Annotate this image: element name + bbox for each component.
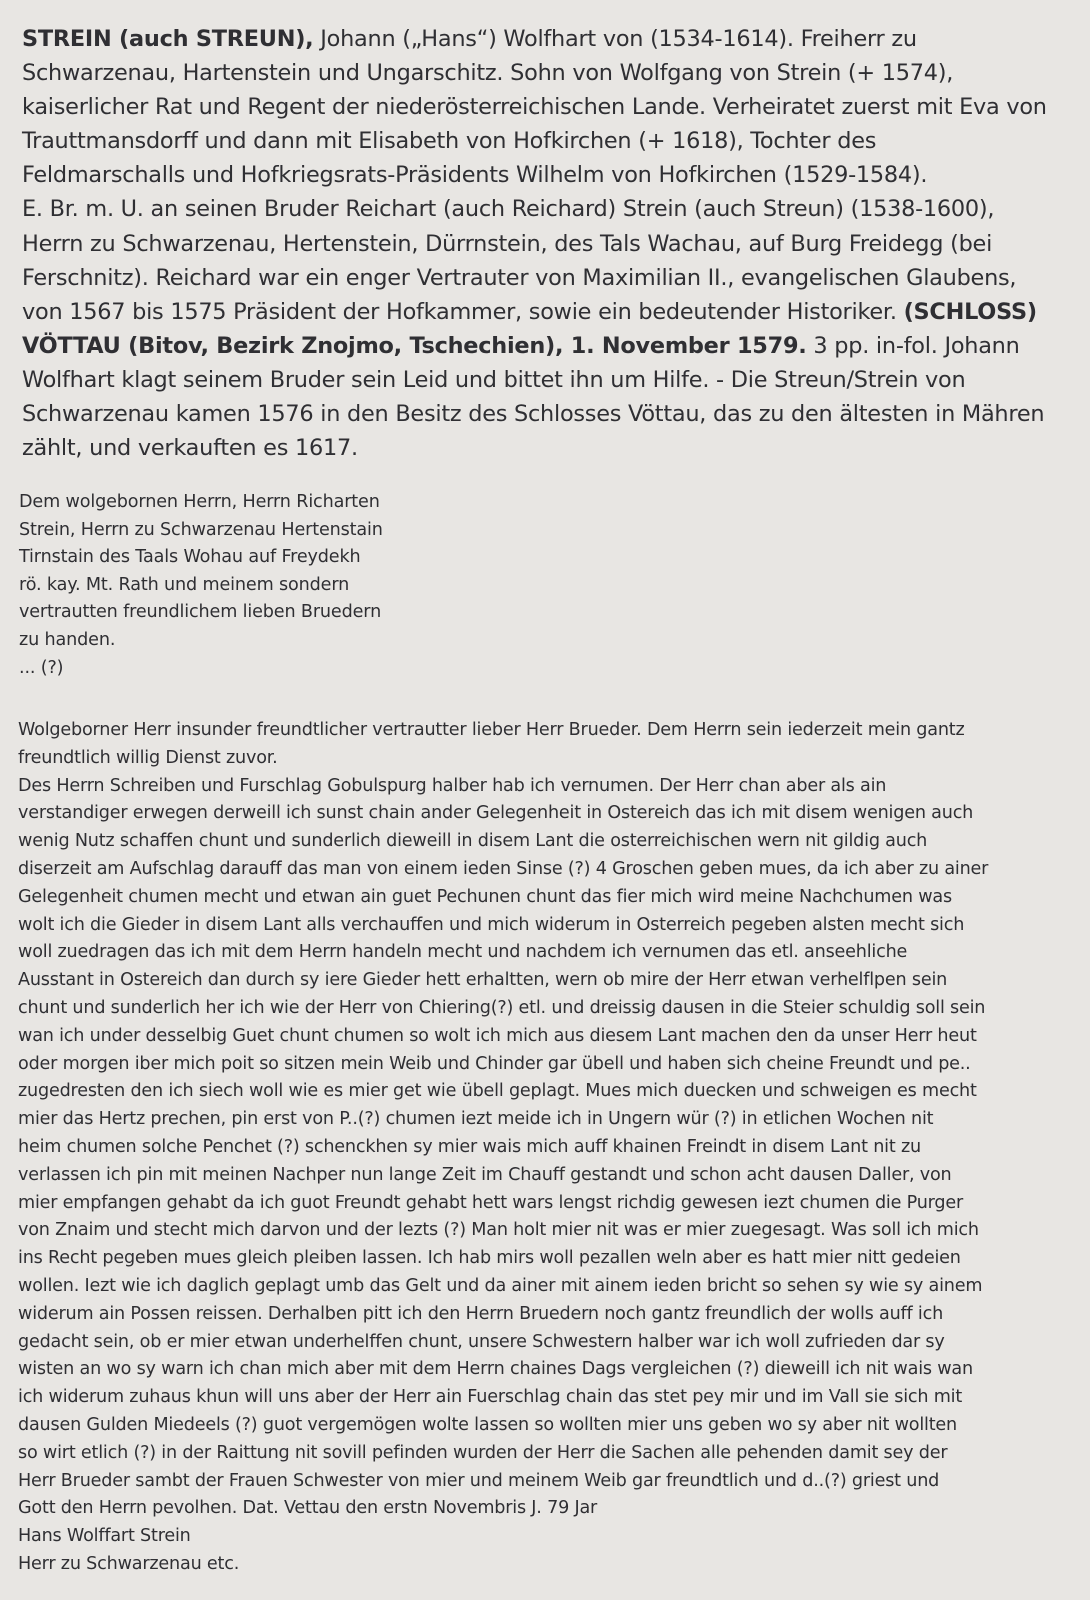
letter-line: widerum ain Possen reissen. Derhalben pitt ich den Herrn Bruedern noch gantz freundlich der wolls auff ich [18,1303,944,1324]
letter-line: woll zuedragen das ich mit dem Herrn handeln mecht und nachdem ich vernumen das etl. anseehliche [18,942,908,963]
intro-line: Schwarzenau, Hartenstein und Ungarschitz. Sohn von Wolfgang von Strein (+ 1574), [22,60,954,87]
letter-transcription [18,717,1078,1579]
place-date-heading: VÖTTAU (Bitov, Bezirk Znojmo, Tschechien), 1. November 1579. [22,332,807,359]
letter-line: Des Herrn Schreiben und Furschlag Gobulspurg halber hab ich vernumen. Der Herr chan aber als ain [18,775,887,796]
intro-line: Wolfhart klagt seinem Bruder sein Leid und bittet ihn um Hilfe. - Die Streun/Strein von [22,366,966,393]
letter-line: diserzeit am Aufschlag darauff das man von einem ieden Sinse (?) 4 Groschen geben mues, da ich aber zu ainer [18,858,989,879]
intro-text: 3 pp. in-fol. Johann [806,332,1020,359]
letter-line: Gott den Herrn pevolhen. Dat. Vettau den erstn Novembris J. 79 Jar [18,1498,598,1519]
letter-line: dausen Gulden Miedeels (?) guot vergemögen wolte lassen so wollten mier uns geben wo sy aber nit wollten [18,1414,957,1435]
letter-line: ich widerum zuhaus khun will uns aber der Herr ain Fuerschlag chain das stet pey mir und im Vall sie sich mit [18,1387,963,1408]
letter-line: wenig Nutz schaffen chunt und sunderlich dieweill in disem Lant die osterreichischen wern nit gildig auch [18,831,928,852]
intro-heading: STREIN (auch STREUN), [22,26,314,52]
place-heading: (SCHLOSS) [903,298,1037,325]
letter-line: wolt ich die Gieder in disem Lant alls verchauffen und mich widerum in Osterreich pegeben alsten mecht sich [18,914,965,935]
letter-line: mier empfangen gehabt da ich guot Freundt gehabt hett wars lengst richdig gewesen iezt chumen die Purger [18,1192,964,1213]
intro-text: von 1567 bis 1575 Präsident der Hofkammer, sowie ein bedeutender Historiker. [22,298,904,325]
letter-line: Wolgeborner Herr insunder freundtlicher vertrautter lieber Herr Brueder. Dem Herrn sein iederzeit mein gantz [18,720,965,740]
letter-line: heim chumen solche Penchet (?) schenckhen sy mier wais mich auff khainen Freindt in disem Lant nit zu [18,1136,921,1157]
address-line: Dem wolgebornen Herrn, Herrn Richarten [19,492,380,512]
address-line: ... (?) [19,657,64,678]
letter-line: Herr Brueder sambt der Frauen Schwester von mier und meinem Weib gar freundtlich und d..(?) griest und [18,1470,940,1491]
letter-address [19,489,439,682]
address-line: Strein, Herrn zu Schwarzenau Hertenstain [19,519,383,540]
letter-line: ins Recht pegeben mues gleich pleiben lassen. Ich hab mirs woll pezallen weln aber es hatt mier nitt gedeien [18,1248,961,1269]
letter-line: verstandiger erwegen derweill ich sunst chain ander Gelegenheit in Ostereich das ich mit disem wenigen auch [18,803,974,824]
letter-line: gedacht sein, ob er mier etwan underhelffen chunt, unsere Schwestern halber war ich woll zufrieden dar sy [18,1331,945,1352]
letter-line: von Znaim und stecht mich darvon und der lezts (?) Man holt mier nit was er mier zuegesagt. Was soll ich mich [18,1220,979,1241]
letter-line: zugedresten den ich siech woll wie es mier get wie übell geplagt. Mues mich duecken und schweigen es mecht [18,1081,977,1102]
letter-line: wollen. Iezt wie ich daglich geplagt umb das Gelt und da ainer mit ainem ieden bricht so sehen sy wie sy ainem [18,1275,983,1296]
letter-line: Herr zu Schwarzenau etc. [18,1553,240,1574]
intro-line: Herrn zu Schwarzenau, Hertenstein, Dürrnstein, des Tals Wachau, auf Burg Freidegg (bei [22,230,993,257]
intro-line: Schwarzenau kamen 1576 in den Besitz des Schlosses Vöttau, das zu den ältesten in Mähren [22,401,1045,428]
intro-line [22,329,1072,363]
letter-line: chunt und sunderlich her ich wie der Herr von Chiering(?) etl. und dreissig dausen in die Steier schuldig soll sein [18,997,986,1018]
intro-text: Johann („Hans“) Wolfhart von (1534-1614). Freiherr zu [313,26,917,52]
letter-line: wan ich under desselbig Guet chunt chumen so wolt ich mich aus diesem Lant machen den da unser Herr heut [18,1025,977,1046]
address-line: rö. kay. Mt. Rath und meinem sondern [19,574,350,595]
address-line: zu handen. [19,629,116,650]
intro-line [22,22,1072,56]
intro-line: Ferschnitz). Reichard war ein enger Vertrauter von Maximilian II., evangelischen Glaubens, [22,264,1017,291]
intro-line: kaiserlicher Rat und Regent der niederösterreichischen Lande. Verheiratet zuerst mit Eva von [22,94,1047,121]
letter-line: verlassen ich pin mit meinen Nachper nun lange Zeit im Chauff gestandt und schon acht dausen Daller, von [18,1164,952,1185]
intro-line [22,295,1072,329]
intro-line: E. Br. m. U. an seinen Bruder Reichart (auch Reichard) Strein (auch Streun) (1538-1600), [22,196,995,223]
letter-line: oder morgen iber mich poit so sitzen mein Weib und Chinder gar übell und haben sich cheine Freundt und pe.. [18,1053,971,1074]
letter-line: so wirt etlich (?) in der Raittung nit sovill pefinden wurden der Herr die Sachen alle pehenden damit sey der [18,1442,948,1463]
letter-line: Hans Wolffart Strein [18,1526,191,1547]
intro-line: zählt, und verkauften es 1617. [22,435,358,462]
letter-line: mier das Hertz prechen, pin erst von P..(?) chumen iezt meide ich in Ungern wür (?) in etlichen Wochen nit [18,1109,934,1130]
intro-line: Trauttmansdorff und dann mit Elisabeth von Hofkirchen (+ 1618), Tochter des [22,128,877,155]
address-line: vertrautten freundlichem lieben Bruedern [19,602,382,623]
letter-line: Gelegenheit chumen mecht und etwan ain guet Pechunen chunt das fier mich wird meine Nachchumen was [18,886,952,907]
address-line: Tirnstain des Taals Wohau auf Freydekh [19,547,361,568]
letter-line: Ausstant in Ostereich dan durch sy iere Gieder hett erhaltten, wern ob mire der Herr etwan verhelflpen sein [18,970,948,991]
letter-line: freundtlich willig Dienst zuvor. [18,747,278,768]
letter-line: wisten an wo sy warn ich chan mich aber mit dem Herrn chaines Dags vergleichen (?) dieweill ich nit wais wan [18,1359,973,1380]
catalog-description [22,22,1072,465]
intro-line: Feldmarschalls und Hofkriegsrats-Präsidents Wilhelm von Hofkirchen (1529-1584). [22,162,928,189]
